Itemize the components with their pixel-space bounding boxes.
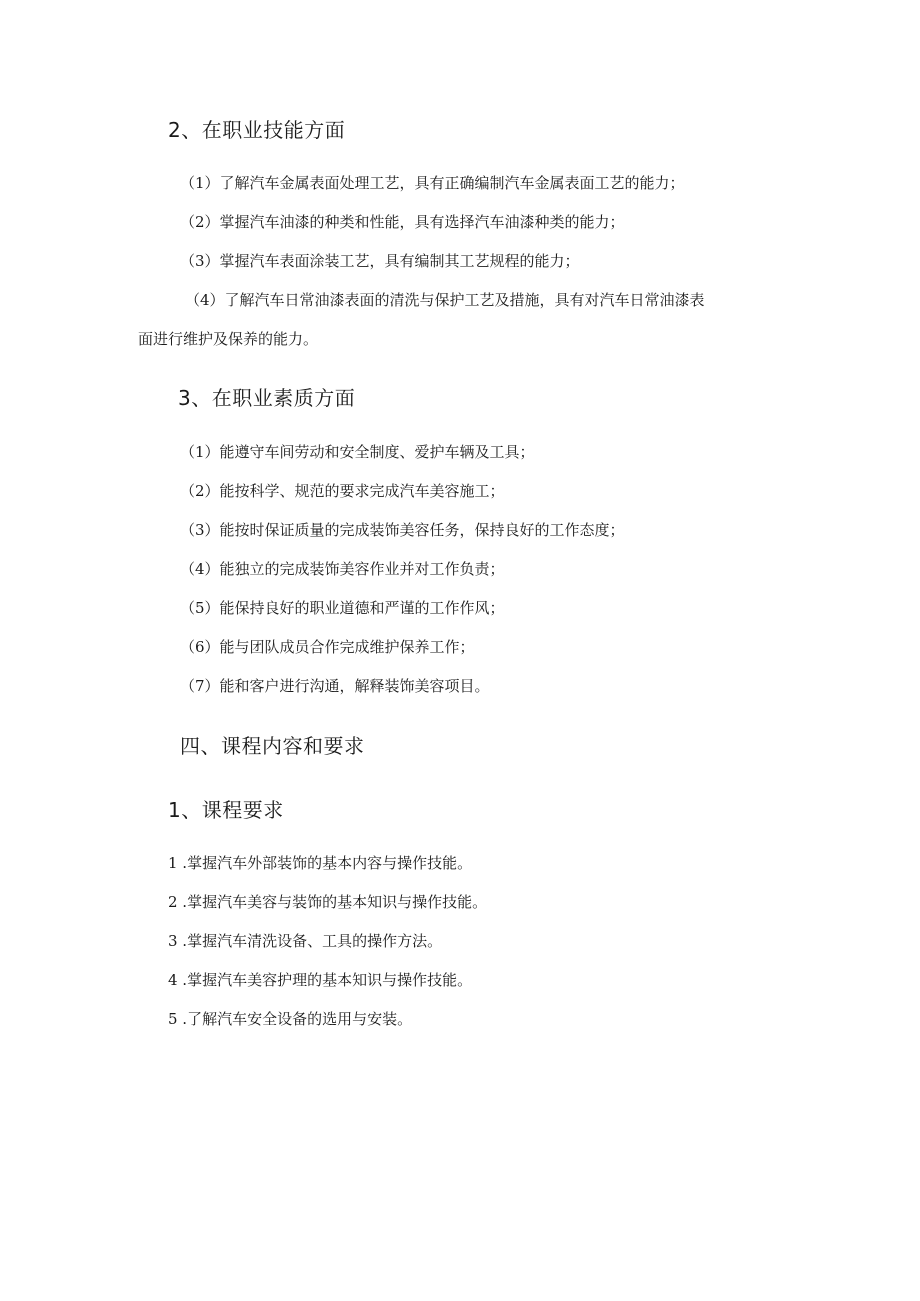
quality-item-7: （7）能和客户进行沟通，解释装饰美容项目。 <box>180 677 490 695</box>
section-heading-course-content: 四、课程内容和要求 <box>180 734 365 758</box>
section-heading-skills: 2、在职业技能方面 <box>168 118 346 142</box>
quality-item-6: （6）能与团队成员合作完成维护保养工作； <box>180 638 475 656</box>
quality-item-3: （3）能按时保证质量的完成装饰美容任务，保持良好的工作态度； <box>180 521 625 539</box>
quality-item-5: （5）能保持良好的职业道德和严谨的工作作风； <box>180 599 505 617</box>
skills-item-2: （2）掌握汽车油漆的种类和性能，具有选择汽车油漆种类的能力； <box>180 213 625 231</box>
skills-item-4-line1: （4）了解汽车日常油漆表面的清洗与保护工艺及措施，具有对汽车日常油漆表 <box>185 291 705 309</box>
requirement-item-2: 2 .掌握汽车美容与装饰的基本知识与操作技能。 <box>168 893 488 911</box>
skills-item-3: （3）掌握汽车表面涂装工艺，具有编制其工艺规程的能力； <box>180 252 580 270</box>
quality-item-4: （4）能独立的完成装饰美容作业并对工作负责； <box>180 560 505 578</box>
skills-item-4-line2: 面进行维护及保养的能力。 <box>138 330 319 348</box>
quality-item-1: （1）能遵守车间劳动和安全制度、爱护车辆及工具； <box>180 443 535 461</box>
requirement-item-5: 5 .了解汽车安全设备的选用与安装。 <box>168 1010 413 1028</box>
skills-item-1: （1）了解汽车金属表面处理工艺，具有正确编制汽车金属表面工艺的能力； <box>180 174 685 192</box>
requirement-item-1: 1 .掌握汽车外部装饰的基本内容与操作技能。 <box>168 854 473 872</box>
section-heading-requirements: 1、课程要求 <box>168 798 284 822</box>
quality-item-2: （2）能按科学、规范的要求完成汽车美容施工； <box>180 482 505 500</box>
requirement-item-3: 3 .掌握汽车清洗设备、工具的操作方法。 <box>168 932 443 950</box>
requirement-item-4: 4 .掌握汽车美容护理的基本知识与操作技能。 <box>168 971 473 989</box>
section-heading-quality: 3、在职业素质方面 <box>178 386 356 410</box>
